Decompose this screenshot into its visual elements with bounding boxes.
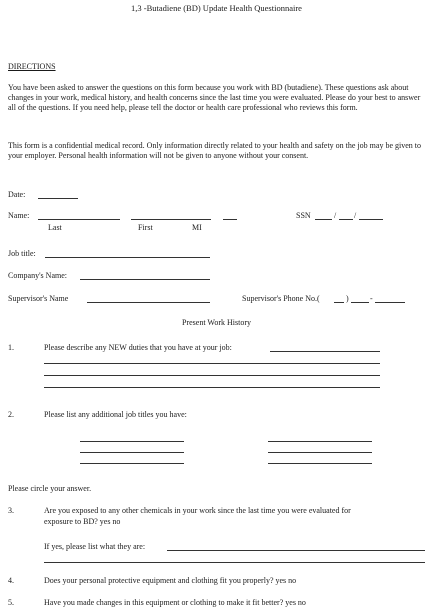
question-4-number: 4.: [8, 576, 14, 585]
last-name-field[interactable]: [38, 219, 120, 220]
job-title-label: Job title:: [8, 249, 36, 258]
supervisor-name-field[interactable]: [87, 302, 210, 303]
job-title-right-line-3[interactable]: [268, 463, 372, 464]
job-title-left-line-2[interactable]: [80, 452, 184, 453]
ssn-part-3-field[interactable]: [359, 219, 383, 220]
question-3-text-line-1: Are you exposed to any other chemicals in your work since the last time you were evaluated for: [44, 506, 351, 515]
phone-prefix-field[interactable]: [351, 302, 369, 303]
question-2-text: Please list any additional job titles you have:: [44, 410, 187, 419]
company-label: Company's Name:: [8, 271, 67, 280]
question-1-answer-line-4[interactable]: [44, 387, 380, 388]
question-3-answer-line-2[interactable]: [44, 562, 425, 563]
question-1-answer-line-1[interactable]: [270, 351, 380, 352]
job-title-field[interactable]: [45, 257, 210, 258]
question-2-number: 2.: [8, 410, 14, 419]
question-1-answer-line-2[interactable]: [44, 363, 380, 364]
directions-paragraph-2: This form is a confidential medical record. Only information directly related to your health and safety on the job may be given to your employer. Personal health information will not be given to anyone without your consent.: [8, 141, 421, 160]
phone-paren-close: ): [346, 294, 349, 303]
job-title-right-line-1[interactable]: [268, 441, 372, 442]
question-3-answer-line-1[interactable]: [167, 550, 425, 551]
question-4-text[interactable]: Does your personal protective equipment and clothing fit you properly? yes no: [44, 576, 297, 585]
last-caption: Last: [48, 223, 62, 232]
mi-caption: MI: [192, 223, 202, 232]
section-title: Present Work History: [182, 318, 251, 327]
first-caption: First: [138, 223, 153, 232]
question-1-number: 1.: [8, 343, 14, 352]
supervisor-phone-label: Supervisor's Phone No.(: [242, 294, 320, 303]
ssn-separator-2: /: [354, 211, 357, 220]
job-title-left-line-1[interactable]: [80, 441, 184, 442]
middle-initial-field[interactable]: [223, 219, 237, 220]
question-3-number: 3.: [8, 506, 14, 515]
ssn-separator-1: /: [334, 211, 337, 220]
ssn-label: SSN: [296, 211, 311, 220]
supervisor-name-label: Supervisor's Name: [8, 294, 69, 303]
question-3-text-line-2[interactable]: exposure to BD? yes no: [44, 517, 121, 526]
phone-area-code-field[interactable]: [334, 302, 344, 303]
company-field[interactable]: [80, 279, 210, 280]
phone-line-field[interactable]: [375, 302, 405, 303]
job-title-right-line-2[interactable]: [268, 452, 372, 453]
ssn-part-1-field[interactable]: [315, 219, 332, 220]
question-3-followup: If yes, please list what they are:: [44, 542, 146, 551]
date-label: Date:: [8, 190, 26, 199]
circle-instruction: Please circle your answer.: [8, 484, 92, 493]
job-title-left-line-3[interactable]: [80, 463, 184, 464]
question-1-answer-line-3[interactable]: [44, 375, 380, 376]
question-1-text: Please describe any NEW duties that you have at your job:: [44, 343, 232, 352]
date-field[interactable]: [38, 198, 78, 199]
directions-paragraph-1: You have been asked to answer the questions on this form because you work with BD (butadiene). These questions ask about changes in your work, medical history, and health concerns since the last time you were evaluated. Please do your best to answer all of the questions. If you need help, please tell the doctor or health care professional who reviews this form.: [8, 83, 421, 112]
question-5-number: 5.: [8, 598, 14, 607]
ssn-part-2-field[interactable]: [339, 219, 353, 220]
document-title: 1,3 -Butadiene (BD) Update Health Questionnaire: [131, 3, 302, 13]
name-label: Name:: [8, 211, 30, 220]
question-5-text[interactable]: Have you made changes in this equipment or clothing to make it fit better? yes no: [44, 598, 306, 607]
first-name-field[interactable]: [131, 219, 211, 220]
phone-dash: -: [370, 294, 373, 303]
directions-heading: DIRECTIONS: [8, 62, 56, 71]
